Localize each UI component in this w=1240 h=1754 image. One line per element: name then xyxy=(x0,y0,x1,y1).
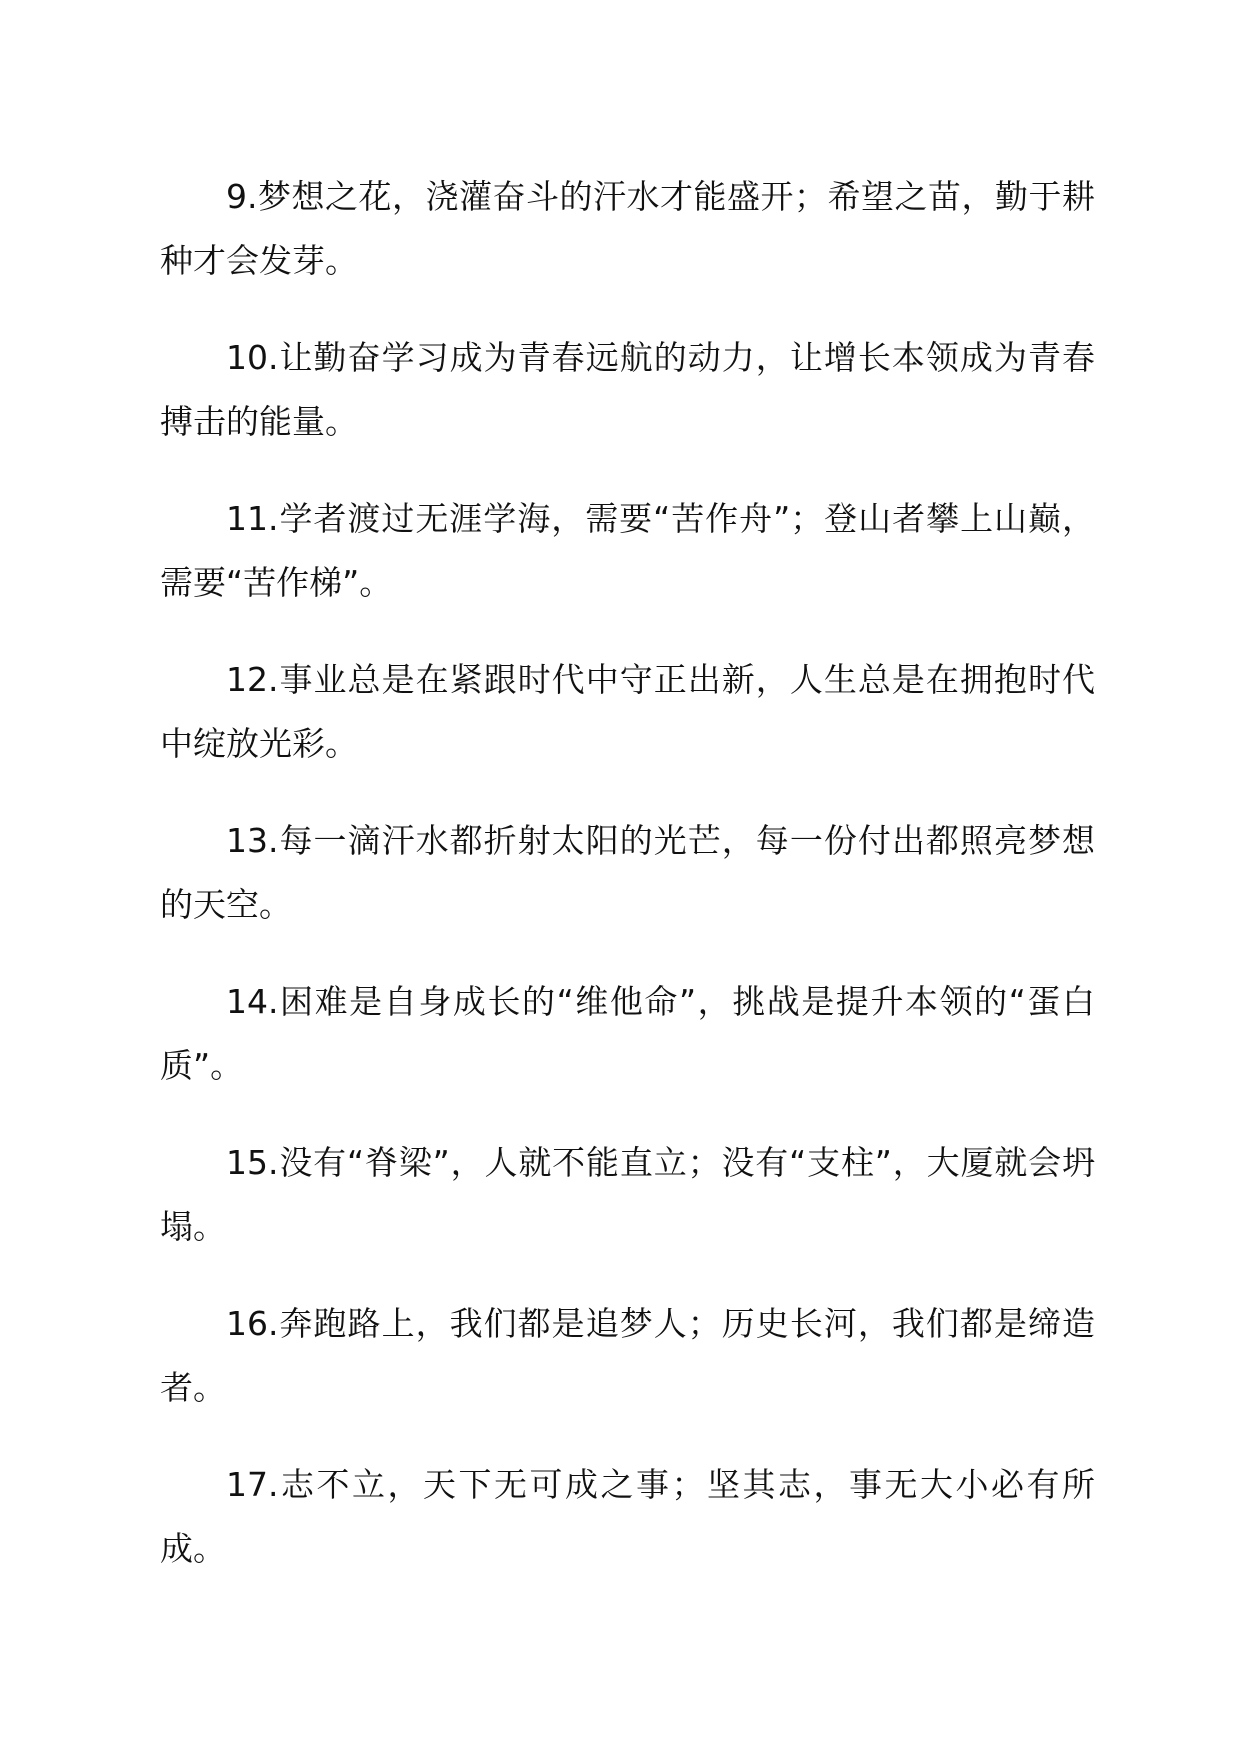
paragraph-17: 17.志不立，天下无可成之事；坚其志，事无大小必有所成。 xyxy=(160,1465,1095,1568)
paragraph-13: 13.每一滴汗水都折射太阳的光芒，每一份付出都照亮梦想的天空。 xyxy=(160,821,1095,924)
paragraph-9: 9.梦想之花，浇灌奋斗的汗水才能盛开；希望之苗，勤于耕种才会发芽。 xyxy=(160,177,1095,280)
paragraph-15: 15.没有“脊梁”，人就不能直立；没有“支柱”，大厦就会坍塌。 xyxy=(160,1143,1095,1246)
paragraph-14: 14.困难是自身成长的“维他命”，挑战是提升本领的“蛋白质”。 xyxy=(160,982,1095,1085)
paragraph-16: 16.奔跑路上，我们都是追梦人；历史长河，我们都是缔造者。 xyxy=(160,1304,1095,1407)
paragraph-11: 11.学者渡过无涯学海，需要“苦作舟”；登山者攀上山巅，需要“苦作梯”。 xyxy=(160,499,1095,602)
paragraph-12: 12.事业总是在紧跟时代中守正出新，人生总是在拥抱时代中绽放光彩。 xyxy=(160,660,1095,763)
paragraph-10: 10.让勤奋学习成为青春远航的动力，让增长本领成为青春搏击的能量。 xyxy=(160,338,1095,441)
document-body xyxy=(160,165,1095,1614)
